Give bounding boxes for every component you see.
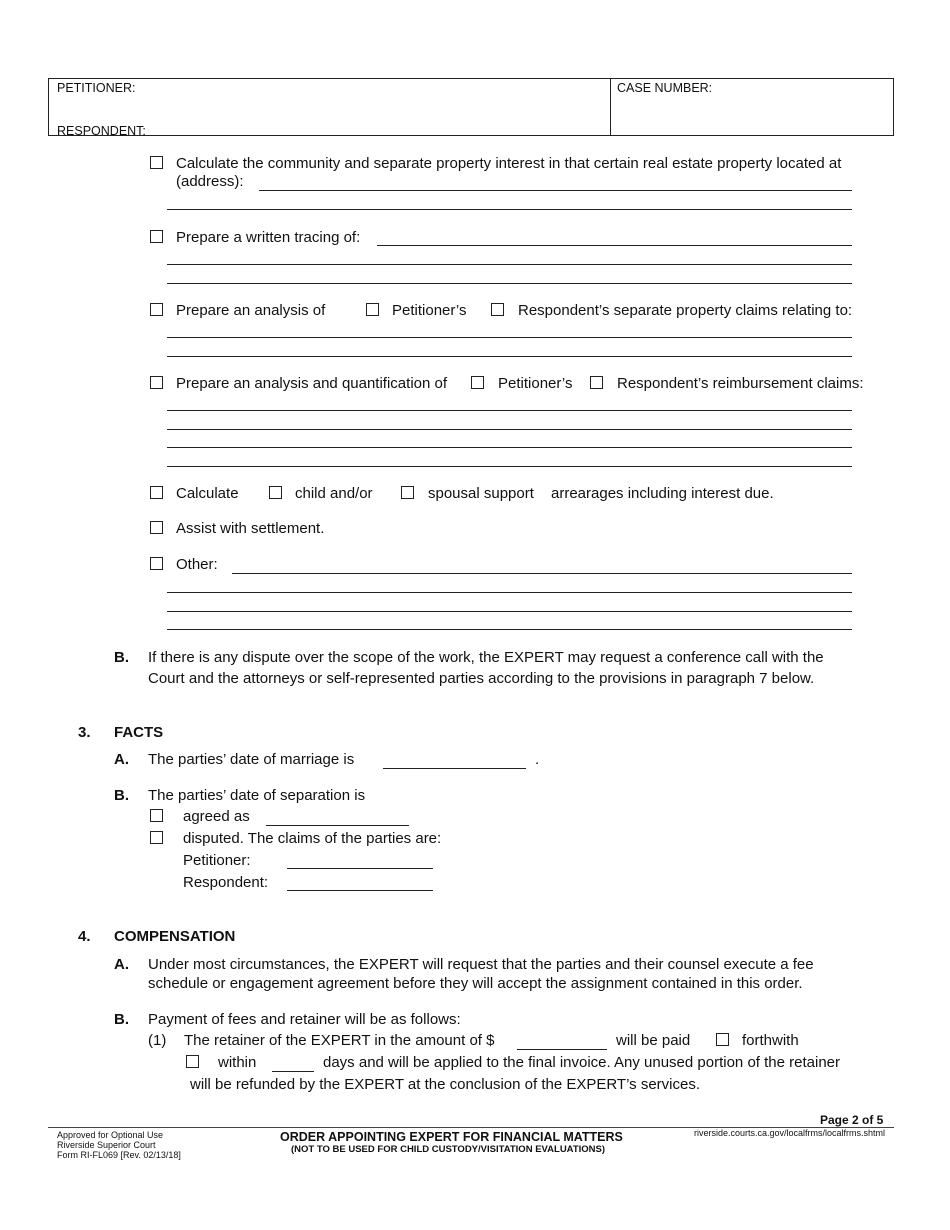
other-line-3[interactable]: [167, 611, 852, 612]
petitioner-label: PETITIONER:: [57, 81, 136, 95]
other-line-1[interactable]: [232, 573, 852, 574]
within-checkbox[interactable]: [186, 1055, 199, 1068]
scope-letter: B.: [114, 649, 129, 666]
quant-checkbox[interactable]: [150, 376, 163, 389]
footer-subtitle: (NOT TO BE USED FOR CHILD CUSTODY/VISITATION EVALUATIONS): [291, 1144, 606, 1155]
quant-line-2[interactable]: [167, 429, 852, 430]
compensation-a-text-2: schedule or engagement agreement before they will accept the assignment contained in this order.: [148, 975, 803, 992]
arrearages-label: arrearages including interest due.: [551, 485, 774, 502]
case-number-label: CASE NUMBER:: [617, 81, 713, 95]
compensation-b-letter: B.: [114, 1011, 129, 1028]
analysis-line-1[interactable]: [167, 337, 852, 338]
forthwith-checkbox[interactable]: [716, 1033, 729, 1046]
agreed-line[interactable]: [266, 825, 409, 826]
quant-line-4[interactable]: [167, 466, 852, 467]
analysis-line-2[interactable]: [167, 356, 852, 357]
footer-form: Form RI-FL069 [Rev. 02/13/18]: [57, 1150, 181, 1160]
page-number: Page 2 of 5: [820, 1113, 884, 1127]
forthwith-label: forthwith: [742, 1032, 799, 1049]
agreed-checkbox[interactable]: [150, 809, 163, 822]
refund-text: will be refunded by the EXPERT at the conclusion of the EXPERT’s services.: [190, 1076, 700, 1093]
facts-a-letter: A.: [114, 751, 129, 768]
other-label: Other:: [176, 556, 218, 573]
calculate-label: Calculate: [176, 485, 239, 502]
other-checkbox[interactable]: [150, 557, 163, 570]
analysis-petitioner-checkbox[interactable]: [366, 303, 379, 316]
tracing-line-2[interactable]: [167, 264, 852, 265]
separation-petitioner-label: Petitioner:: [183, 852, 251, 869]
separation-petitioner-line[interactable]: [287, 868, 433, 869]
disputed-checkbox[interactable]: [150, 831, 163, 844]
footer-url[interactable]: riverside.courts.ca.gov/localfrms/localfrms.shtml: [694, 1128, 886, 1138]
marriage-period: .: [535, 751, 540, 768]
days-text: days and will be applied to the final invoice. Any unused portion of the retainer: [323, 1054, 841, 1071]
compensation-number: 4.: [78, 928, 91, 945]
quant-label: Prepare an analysis and quantification of: [176, 375, 448, 392]
compensation-title: COMPENSATION: [114, 928, 236, 945]
spousal-checkbox[interactable]: [401, 486, 414, 499]
scope-text-2: Court and the attorneys or self-represented parties according to the provisions in paragraph 7 below.: [148, 670, 815, 687]
calc-property-checkbox[interactable]: [150, 156, 163, 169]
settlement-label: Assist with settlement.: [176, 520, 325, 537]
quant-line-3[interactable]: [167, 447, 852, 448]
child-checkbox[interactable]: [269, 486, 282, 499]
tracing-label: Prepare a written tracing of:: [176, 229, 361, 246]
will-be-paid-label: will be paid: [616, 1032, 691, 1049]
calc-property-address-label: (address):: [176, 173, 244, 190]
other-line-2[interactable]: [167, 592, 852, 593]
other-line-4[interactable]: [167, 629, 852, 630]
calc-property-text: Calculate the community and separate property interest in that certain real estate property located at: [176, 155, 842, 172]
retainer-label: The retainer of the EXPERT in the amount of $: [184, 1032, 495, 1049]
compensation-a-text-1: Under most circumstances, the EXPERT will request that the parties and their counsel execute a fee: [148, 956, 814, 973]
separation-respondent-label: Respondent:: [183, 874, 269, 891]
address-line[interactable]: [259, 190, 852, 191]
caption-box: [48, 78, 894, 136]
footer-court: Riverside Superior Court: [57, 1140, 156, 1150]
tracing-line[interactable]: [377, 245, 852, 246]
disputed-label: disputed. The claims of the parties are:: [183, 830, 442, 847]
within-days-line[interactable]: [272, 1071, 314, 1072]
settlement-checkbox[interactable]: [150, 521, 163, 534]
facts-number: 3.: [78, 724, 91, 741]
quant-respondent-label: Respondent’s reimbursement claims:: [617, 375, 864, 392]
payment-label: Payment of fees and retainer will be as follows:: [148, 1011, 461, 1028]
facts-title: FACTS: [114, 724, 164, 741]
agreed-label: agreed as: [183, 808, 250, 825]
respondent-label: RESPONDENT:: [57, 124, 146, 138]
footer-approved: Approved for Optional Use: [57, 1130, 164, 1140]
quant-petitioner-label: Petitioner’s: [498, 375, 573, 392]
separation-date-label: The parties’ date of separation is: [148, 787, 366, 804]
address-line-2[interactable]: [167, 209, 852, 210]
within-label: within: [218, 1054, 257, 1071]
marriage-date-line[interactable]: [383, 768, 526, 769]
separation-respondent-line[interactable]: [287, 890, 433, 891]
quant-petitioner-checkbox[interactable]: [471, 376, 484, 389]
item1-number: (1): [148, 1032, 167, 1049]
compensation-a-letter: A.: [114, 956, 129, 973]
analysis-label: Prepare an analysis of: [176, 302, 326, 319]
child-label: child and/or: [295, 485, 373, 502]
scope-text-1: If there is any dispute over the scope of the work, the EXPERT may request a conference call with the: [148, 649, 824, 666]
analysis-respondent-label: Respondent’s separate property claims relating to:: [518, 302, 853, 319]
tracing-checkbox[interactable]: [150, 230, 163, 243]
retainer-amount-line[interactable]: [517, 1049, 607, 1050]
analysis-checkbox[interactable]: [150, 303, 163, 316]
quant-line-1[interactable]: [167, 410, 852, 411]
calculate-checkbox[interactable]: [150, 486, 163, 499]
analysis-respondent-checkbox[interactable]: [491, 303, 504, 316]
marriage-date-label: The parties’ date of marriage is: [148, 751, 355, 768]
analysis-petitioner-label: Petitioner’s: [392, 302, 467, 319]
footer-title: ORDER APPOINTING EXPERT FOR FINANCIAL MATTERS: [280, 1130, 623, 1144]
spousal-label: spousal support: [428, 485, 534, 502]
quant-respondent-checkbox[interactable]: [590, 376, 603, 389]
facts-b-letter: B.: [114, 787, 129, 804]
caption-divider: [610, 79, 611, 135]
tracing-line-3[interactable]: [167, 283, 852, 284]
